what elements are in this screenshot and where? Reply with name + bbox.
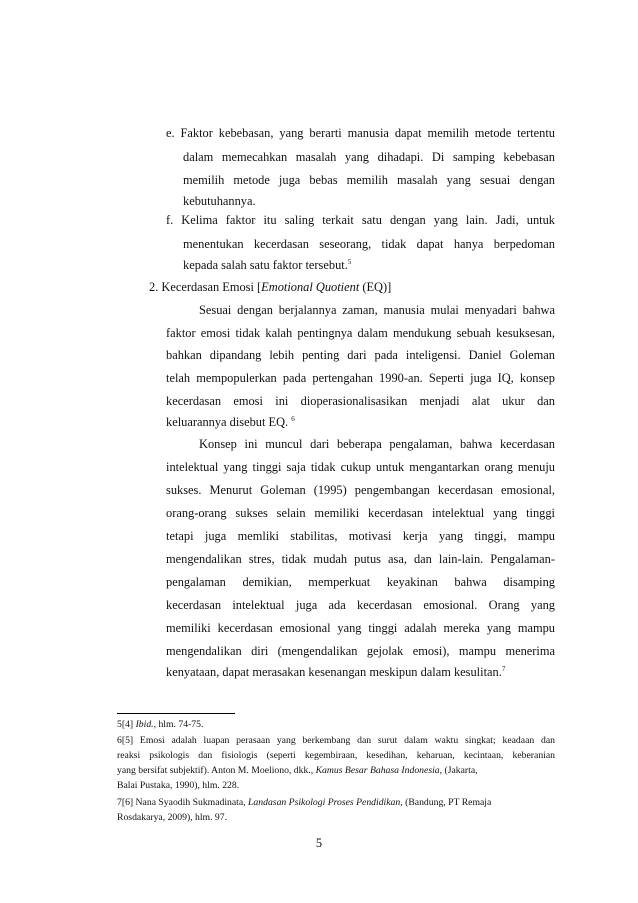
page-number: 5 — [315, 836, 323, 850]
body-line-21: tetapi juga memliki stabilitas, motivasi kerja yang tinggi, mampu — [166, 529, 555, 543]
footnote-6-line-1: 6[5] Emosi adalah luapan perasaan yang berkembang dan surut dalam waktu singkat; keadaan dan — [117, 735, 555, 746]
footnote-separator — [117, 713, 235, 714]
footnote-6-tail: , (Jakarta, — [439, 765, 478, 776]
body-line-16 — [166, 414, 295, 430]
body-line-12: faktor emosi tidak kalah pentingnya dalam mendukung sebuah kesuksesan, — [166, 326, 555, 340]
body-line-7-text: kepada salah satu faktor tersebut. — [183, 258, 348, 272]
body-line-14: telah mempopulerkan pada pertengahan 1990-an. Seperti juga IQ, konsep — [166, 371, 555, 385]
body-line-6: menentukan kecerdasan seseorang, tidak dapat hanya berpedoman — [183, 237, 555, 251]
body-line-24: kecerdasan intelektual juga ada kecerdasan emosional. Orang yang — [166, 598, 555, 612]
footnote-7-tail: , (Bandung, PT Remaja — [400, 797, 492, 808]
body-line-11: Sesuai dengan berjalannya zaman, manusia mulai menyadari bahwa — [199, 303, 555, 317]
body-line-25: memiliki kecerdasan emosional yang tinggi adalah mereka yang mampu — [166, 621, 555, 635]
body-line-27 — [166, 664, 505, 680]
footnote-6-line-3 — [117, 765, 478, 777]
footnote-ref-5: 5 — [347, 258, 352, 266]
body-line-19: sukses. Menurut Goleman (1995) pengembangan kecerdasan emosional, — [166, 483, 555, 497]
body-line-1: e. Faktor kebebasan, yang berarti manusia dapat memilih metode tertentu — [166, 126, 555, 140]
body-line-26: mengendalikan diri (mengendalikan gejolak emosi), mampu menerima — [166, 644, 555, 658]
body-line-27-text: kenyataan, dapat merasakan kesenangan meskipun dalam kesulitan. — [166, 665, 502, 679]
body-line-22: mengendalikan stres, tidak mudah putus asa, dan lain-lain. Pengalaman- — [166, 552, 555, 566]
body-line-16-text: keluarannya disebut EQ. — [166, 415, 289, 429]
body-line-17: Konsep ini muncul dari beberapa pengalaman, bahwa kecerdasan — [199, 437, 555, 451]
footnote-6-text: yang bersifat subjektif). Anton M. Moeliono, dkk., — [117, 765, 316, 776]
body-line-3: memilih metode juga bebas memilih masalah yang sesuai dengan — [183, 173, 555, 187]
footnote-7-line-2: Rosdakarya, 2009), hlm. 97. — [117, 812, 228, 823]
body-line-2: dalam memecahkan masalah yang dihadapi. Di samping kebebasan — [183, 150, 555, 164]
body-line-23: pengalaman demikian, memperkuat keyakinan bahwa disamping — [166, 575, 555, 589]
footnote-ref-7: 7 — [501, 665, 506, 673]
footnote-5-num: 5[4] — [117, 719, 136, 730]
body-line-5: f. Kelima faktor itu saling terkait satu dengan yang lain. Jadi, untuk — [166, 213, 555, 227]
body-line-4: kebutuhannya. — [183, 194, 256, 208]
section-heading-text: 2. Kecerdasan Emosi [ — [149, 280, 262, 294]
body-line-7 — [183, 257, 351, 273]
footnote-7-text: 7[6] Nana Syaodih Sukmadinata, — [117, 797, 249, 808]
footnote-5-tail: hlm. 74-75. — [156, 719, 204, 730]
footnote-7-line-1 — [117, 797, 491, 809]
section-heading-tail: (EQ)] — [359, 280, 392, 294]
body-line-18: intelektual yang tinggi saja tidak cukup untuk mengantarkan orang menuju — [166, 460, 555, 474]
footnote-ref-6: 6 — [291, 415, 295, 423]
footnote-7-italic: Landasan Psikologi Proses Pendidikan — [248, 797, 401, 808]
section-heading — [149, 279, 391, 295]
footnote-5 — [117, 719, 203, 731]
body-line-15: kecerdasan emosi ini dioperasionalisasikan menjadi alat ukur dan — [166, 394, 555, 408]
footnote-5-italic: Ibid., — [135, 719, 157, 730]
section-heading-italic: Emotional Quotient — [261, 280, 360, 294]
footnote-6-line-4: Balai Pustaka, 1990), hlm. 228. — [117, 780, 240, 791]
footnote-6-line-2: reaksi psikologis dan fisiologis (seperti kegembiraan, kesedihan, keharuan, kecintaan, keberanian — [117, 750, 555, 761]
body-line-20: orang-orang sukses selain memiliki kecerdasan intelektual yang tinggi — [166, 506, 555, 520]
footnote-6-italic: Kamus Besar Bahasa Indonesia — [315, 765, 440, 776]
body-line-13: bahkan dipandang lebih penting dari pada inteligensi. Daniel Goleman — [166, 348, 555, 362]
